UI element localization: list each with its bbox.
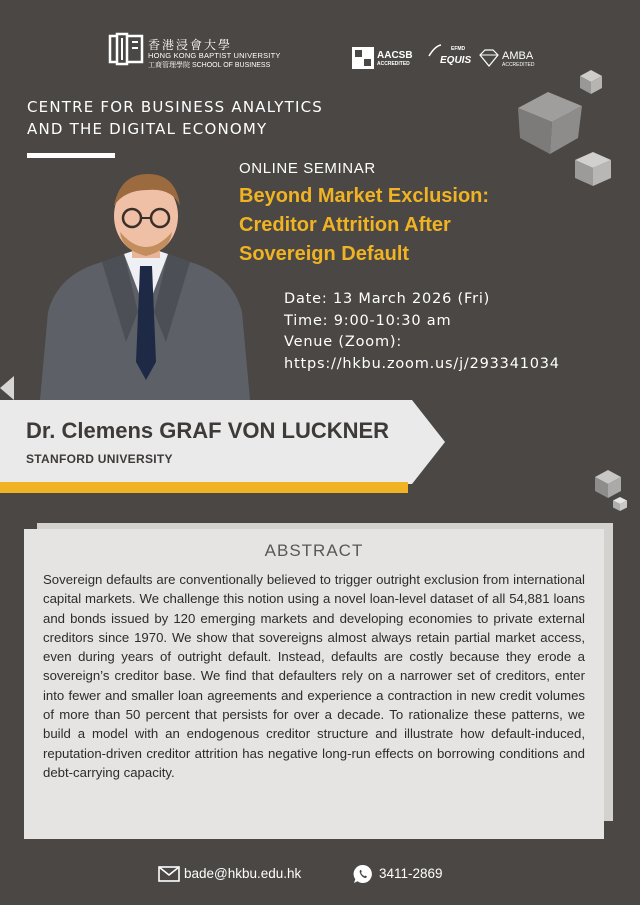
speaker-accent-bar (0, 482, 408, 493)
seminar-details (284, 289, 560, 375)
aacsb-label: AACSB (377, 50, 413, 61)
abstract-heading: ABSTRACT (264, 541, 364, 560)
university-name-en: HONG KONG BAPTIST UNIVERSITY (148, 51, 281, 60)
cube-decoration-icon (575, 152, 611, 186)
hkbu-logo-icon (108, 32, 144, 66)
centre-name (27, 96, 323, 140)
equis-label: EQUIS (440, 55, 472, 66)
seminar-title-line3: Sovereign Default (239, 243, 410, 265)
seminar-type-label: ONLINE SEMINAR (239, 160, 376, 177)
triangle-decoration-icon (0, 376, 14, 400)
school-name: 工商管理學院 SCHOOL OF BUSINESS (148, 62, 271, 69)
amba-sub: ACCREDITED (502, 62, 535, 68)
seminar-date: Date: 13 March 2026 (Fri) (284, 291, 491, 307)
seminar-title-line1: Beyond Market Exclusion: (239, 185, 490, 207)
seminar-title-line2: Creditor Attrition After (239, 214, 451, 236)
cube-decoration-icon (595, 470, 621, 498)
whatsapp-icon (353, 864, 373, 884)
speaker-name: Dr. Clemens GRAF VON LUCKNER (26, 418, 390, 443)
centre-name-line1: CENTRE FOR BUSINESS ANALYTICS (27, 98, 324, 116)
envelope-icon (158, 866, 180, 882)
centre-name-line2: AND THE DIGITAL ECONOMY (27, 120, 268, 138)
equis-sub: EFMD (451, 46, 466, 52)
zoom-link[interactable]: https://hkbu.zoom.us/j/293341034 (284, 355, 560, 372)
cube-decoration-icon (613, 497, 627, 511)
contact-phone[interactable]: 3411-2869 (379, 866, 443, 881)
seminar-title (239, 182, 579, 269)
seminar-time: Time: 9:00-10:30 am (284, 312, 452, 329)
amba-diamond-icon (478, 49, 500, 67)
seminar-venue: Venue (Zoom): (284, 334, 403, 350)
centre-underline (27, 153, 115, 158)
amba-label: AMBA (502, 50, 534, 62)
abstract-text: Sovereign defaults are conventionally believed to trigger outright exclusion from international capital markets. We challenge this notion using a novel loan-level dataset of all 54,881 loans and bonds issued by 120 emerging markets and developing economies to private external creditors since 1970. We show that sovereigns almost always retain partial market access, even during years of outright default. Instead, defaults are costly because they erode a sovereign’s creditor base. We find that defaulters rely on a narrower set of creditors, enter into fewer and smaller loan agreements and experience a contraction in new credit volumes of more than 50 percent that persists for over a decade. To rationalize these patterns, we build a model with an endogenous creditor structure and illustrate how default-induced, reputation-driven creditor attrition has negative long-run effects on borrowing conditions and debt-carrying capacity. (43, 572, 585, 780)
speaker-photo (40, 162, 250, 400)
aacsb-sub: ACCREDITED (377, 61, 410, 67)
cube-decoration-icon (580, 70, 602, 94)
contact-email[interactable]: bade@hkbu.edu.hk (184, 866, 302, 881)
aacsb-logo-icon (352, 47, 374, 69)
university-name-cn: 香港浸會大學 (148, 38, 233, 52)
speaker-affiliation: STANFORD UNIVERSITY (26, 452, 173, 466)
cube-decoration-icon (518, 92, 582, 154)
